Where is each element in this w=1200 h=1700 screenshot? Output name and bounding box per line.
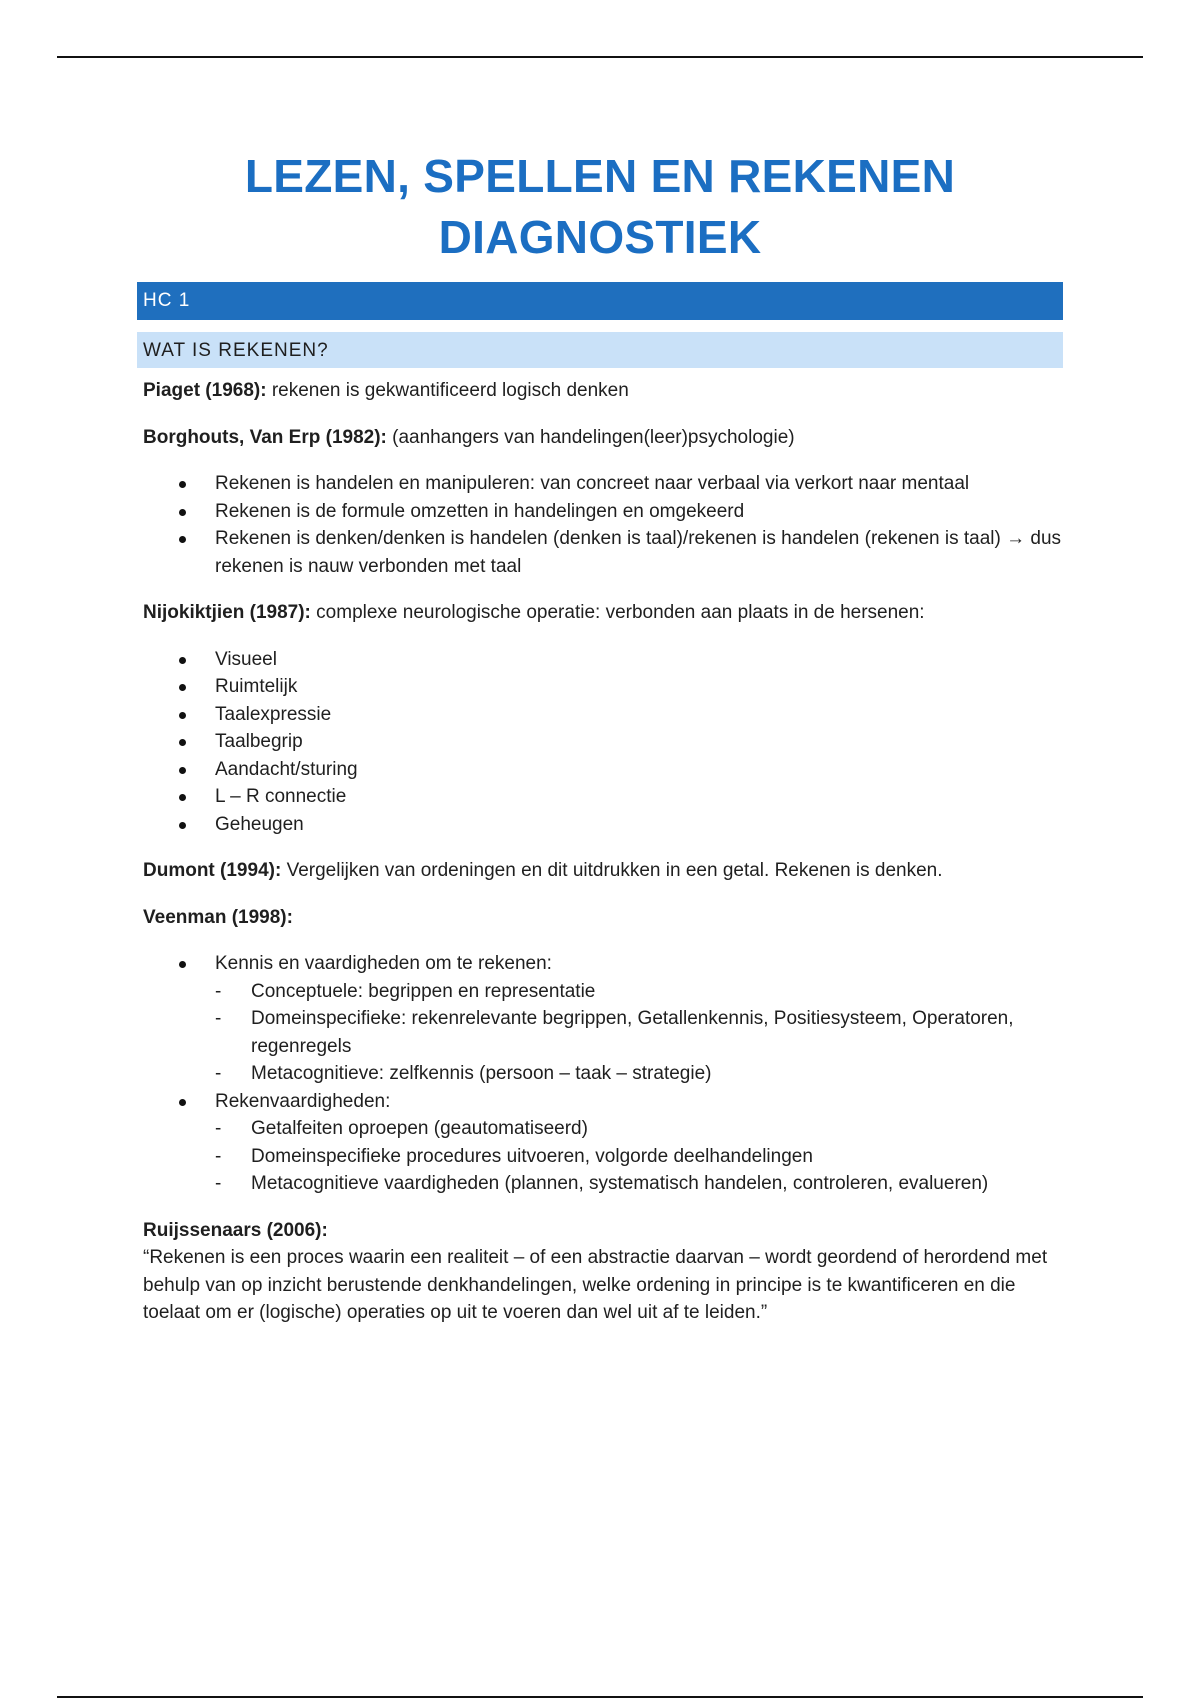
- dumont-paragraph: [143, 857, 1063, 885]
- bullet-icon: [179, 509, 186, 516]
- veenman-list: [143, 950, 1063, 1198]
- list-item-text: Rekenen is handelen en manipuleren: van concreet naar verbaal via verkort naar mentaal: [215, 473, 970, 494]
- ruijssenaars-paragraph: [143, 1217, 1063, 1245]
- veenman-paragraph: [143, 904, 1063, 932]
- list-item: [143, 811, 1063, 839]
- bullet-icon: [179, 1099, 186, 1106]
- borghouts-paragraph: [143, 424, 1063, 452]
- list-item-text: Kennis en vaardigheden om te rekenen:: [215, 953, 552, 974]
- bullet-icon: [179, 961, 186, 968]
- sub-list-item-text: Conceptuele: begrippen en representatie: [251, 980, 596, 1002]
- list-item: [143, 701, 1063, 729]
- bullet-icon: [179, 536, 186, 543]
- bullet-icon: [179, 657, 186, 664]
- sub-list-item-text: Domeinspecifieke procedures uitvoeren, volgorde deelhandelingen: [251, 1145, 813, 1167]
- dash-icon: -: [215, 1145, 222, 1167]
- nijokiktjien-label: Nijokiktjien (1987):: [143, 602, 311, 623]
- borghouts-list: [143, 470, 1063, 580]
- nijokiktjien-list: [143, 646, 1063, 839]
- list-item-text: Visueel: [215, 648, 277, 670]
- borghouts-label: Borghouts, Van Erp (1982):: [143, 426, 387, 448]
- dumont-label: Dumont (1994):: [143, 860, 282, 881]
- bullet-icon: [179, 712, 186, 719]
- list-item: [143, 783, 1063, 811]
- sub-list-item: [215, 1115, 1063, 1143]
- dash-icon: -: [215, 1063, 222, 1084]
- sub-list-item: [215, 1060, 1063, 1088]
- list-item-text: L – R connectie: [215, 786, 347, 807]
- veenman-label: Veenman (1998):: [143, 906, 293, 928]
- dash-icon: -: [215, 1173, 222, 1194]
- bullet-icon: [179, 684, 186, 691]
- dash-icon: -: [215, 1118, 222, 1139]
- bullet-icon: [179, 767, 186, 774]
- title-line-2: DIAGNOSTIEK: [438, 211, 762, 263]
- ruijssenaars-quote: “Rekenen is een proces waarin een realiteit – of een abstractie daarvan – wordt geordend of herordend met behulp van op inzicht berustende denkhandelingen, welke ordening in principe is te kwantificeren en die toelaat om er (logische) operaties op uit te voeren dan wel uit af te leiden.”: [143, 1247, 1048, 1323]
- bullet-icon: [179, 481, 186, 488]
- nijokiktjien-paragraph: [143, 599, 1063, 627]
- heading-hc1: HC 1: [137, 282, 1063, 320]
- bullet-icon: [179, 822, 186, 829]
- list-item-text: Taalbegrip: [215, 731, 303, 752]
- list-item: [143, 1088, 1063, 1198]
- list-item: [143, 646, 1063, 674]
- top-rule: [57, 56, 1143, 58]
- document-body: [143, 377, 1063, 1346]
- list-item-text: Rekenvaardigheden:: [215, 1090, 391, 1112]
- list-item: [143, 498, 1063, 526]
- sub-list: [215, 1115, 1063, 1198]
- sub-list-item: [215, 1143, 1063, 1171]
- list-item-text: Aandacht/sturing: [215, 758, 358, 780]
- list-item-text: Ruimtelijk: [215, 676, 298, 697]
- sub-list-item-text: Metacognitieve: zelfkennis (persoon – taak – strategie): [251, 1063, 712, 1084]
- heading-wat-is-rekenen: WAT IS REKENEN?: [137, 332, 1063, 368]
- sub-list-item: [215, 1170, 1063, 1198]
- dumont-text: Vergelijken van ordeningen en dit uitdrukken in een getal. Rekenen is denken.: [281, 860, 943, 881]
- sub-list-item-text: Domeinspecifieke: rekenrelevante begrippen, Getallenkennis, Positiesysteem, Operatoren, regenregels: [251, 1008, 1014, 1057]
- piaget-label: Piaget (1968):: [143, 380, 267, 401]
- bullet-icon: [179, 739, 186, 746]
- nijokiktjien-text: complexe neurologische operatie: verbonden aan plaats in de hersenen:: [310, 602, 925, 623]
- list-item-text: Taalexpressie: [215, 703, 332, 725]
- dash-icon: -: [215, 1008, 222, 1029]
- sub-list-item: [215, 978, 1063, 1006]
- list-item-text: Rekenen is denken/denken is handelen (denken is taal)/rekenen is handelen (rekenen is taal) → dus rekenen is nauw verbonden met taal: [215, 528, 1062, 577]
- list-item: [143, 673, 1063, 701]
- sub-list: [215, 978, 1063, 1088]
- piaget-text: rekenen is gekwantificeerd logisch denken: [266, 380, 629, 401]
- list-item-text: Rekenen is de formule omzetten in handelingen en omgekeerd: [215, 500, 745, 522]
- bullet-icon: [179, 794, 186, 801]
- list-item: [143, 470, 1063, 498]
- title-line-1: LEZEN, SPELLEN EN REKENEN: [244, 150, 956, 202]
- bottom-rule: [57, 1696, 1143, 1698]
- list-item: [143, 525, 1063, 580]
- piaget-paragraph: [143, 377, 1063, 405]
- sub-list-item: [215, 1005, 1063, 1060]
- document-title: [137, 146, 1063, 268]
- ruijssenaars-label: Ruijssenaars (2006):: [143, 1219, 328, 1241]
- dash-icon: -: [215, 980, 222, 1002]
- list-item: [143, 950, 1063, 1088]
- list-item: [143, 756, 1063, 784]
- sub-list-item-text: Metacognitieve vaardigheden (plannen, systematisch handelen, controleren, evalueren): [251, 1173, 989, 1194]
- list-item-text: Geheugen: [215, 813, 304, 835]
- list-item: [143, 728, 1063, 756]
- borghouts-text: (aanhangers van handelingen(leer)psychologie): [386, 426, 795, 448]
- sub-list-item-text: Getalfeiten oproepen (geautomatiseerd): [251, 1118, 588, 1139]
